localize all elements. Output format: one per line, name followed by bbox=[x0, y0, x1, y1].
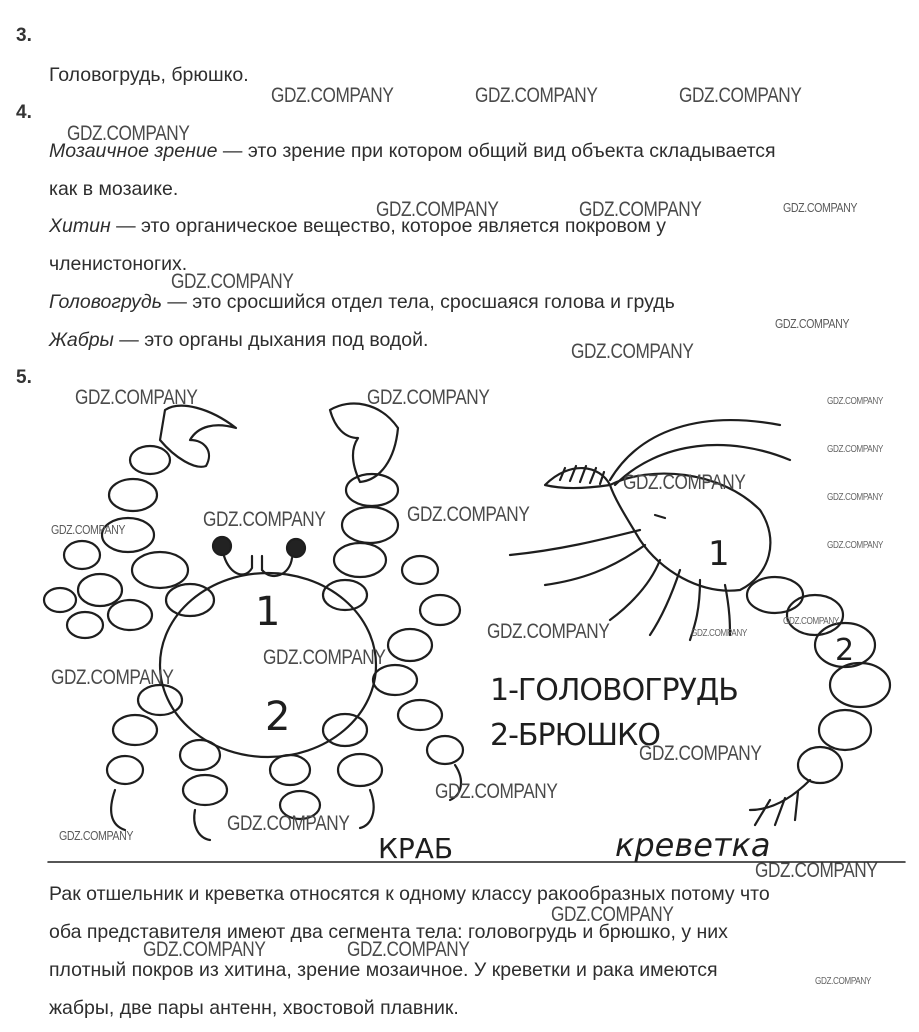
crab-eye-right bbox=[287, 539, 305, 557]
question-5-number: 5. bbox=[16, 367, 32, 388]
question-5-answer-line: Рак отшельник и креветка относятся к одному классу ракообразных потому что bbox=[49, 883, 770, 905]
watermark: GDZ.COMPANY bbox=[691, 628, 747, 639]
term-chitin: Хитин bbox=[49, 215, 111, 237]
watermark: GDZ.COMPANY bbox=[347, 938, 470, 961]
watermark: GDZ.COMPANY bbox=[755, 859, 878, 882]
crab-label-1: 1 bbox=[255, 589, 281, 635]
term-cephalothorax: Головогрудь bbox=[49, 291, 162, 313]
watermark: GDZ.COMPANY bbox=[171, 270, 294, 293]
watermark: GDZ.COMPANY bbox=[227, 812, 350, 835]
question-3-answer: Головогрудь, брюшко. bbox=[49, 64, 249, 86]
question-5-answer-line: плотный покров из хитина, зрение мозаичное. У креветки и рака имеются bbox=[49, 959, 718, 981]
watermark: GDZ.COMPANY bbox=[783, 616, 839, 627]
definition-text: — это органы дыхания под водой. bbox=[113, 329, 429, 351]
watermark: GDZ.COMPANY bbox=[67, 122, 190, 145]
watermark: GDZ.COMPANY bbox=[827, 396, 883, 407]
watermark: GDZ.COMPANY bbox=[59, 828, 134, 843]
definition-continuation: членистоногих. bbox=[49, 253, 188, 275]
definition-gills bbox=[49, 329, 428, 352]
watermark: GDZ.COMPANY bbox=[203, 508, 326, 531]
watermark: GDZ.COMPANY bbox=[827, 540, 883, 551]
question-3-number: 3. bbox=[16, 25, 32, 46]
shrimp-abdomen bbox=[747, 577, 890, 825]
crab-right-claw bbox=[323, 404, 398, 610]
crab-caption: КРАБ bbox=[378, 832, 454, 865]
question-5-answer-line: оба представителя имеют два сегмента тела: головогрудь и брюшко, у них bbox=[49, 921, 728, 943]
watermark: GDZ.COMPANY bbox=[571, 340, 694, 363]
watermark: GDZ.COMPANY bbox=[376, 198, 499, 221]
watermark: GDZ.COMPANY bbox=[551, 903, 674, 926]
watermark: GDZ.COMPANY bbox=[827, 492, 883, 503]
watermark: GDZ.COMPANY bbox=[407, 503, 530, 526]
watermark: GDZ.COMPANY bbox=[639, 742, 762, 765]
shrimp-label-2: 2 bbox=[835, 633, 855, 668]
term-mosaic-vision: Мозаичное зрение bbox=[49, 140, 218, 162]
watermark: GDZ.COMPANY bbox=[623, 471, 746, 494]
shrimp-label-1: 1 bbox=[708, 534, 730, 574]
definition-cephalothorax bbox=[49, 291, 675, 314]
watermark: GDZ.COMPANY bbox=[475, 84, 598, 107]
crab-drawing bbox=[44, 404, 463, 840]
legend-line-2: 2-БРЮШКО bbox=[490, 718, 660, 753]
watermark: GDZ.COMPANY bbox=[827, 444, 883, 455]
watermark: GDZ.COMPANY bbox=[679, 84, 802, 107]
term-gills: Жабры bbox=[49, 329, 114, 351]
watermark: GDZ.COMPANY bbox=[783, 200, 858, 215]
watermark: GDZ.COMPANY bbox=[815, 976, 871, 987]
watermark: GDZ.COMPANY bbox=[51, 522, 126, 537]
watermark: GDZ.COMPANY bbox=[51, 666, 174, 689]
watermark: GDZ.COMPANY bbox=[271, 84, 394, 107]
watermark: GDZ.COMPANY bbox=[75, 386, 198, 409]
definition-chitin bbox=[49, 215, 666, 238]
definition-text: — это сросшийся отдел тела, сросшаяся голова и грудь bbox=[161, 291, 675, 313]
definition-text: — это органическое вещество, которое является покровом у bbox=[110, 215, 667, 237]
question-5-answer-line: жабры, две пары антенн, хвостовой плавник. bbox=[49, 997, 459, 1019]
definition-continuation: как в мозаике. bbox=[49, 178, 179, 200]
watermark: GDZ.COMPANY bbox=[263, 646, 386, 669]
watermark: GDZ.COMPANY bbox=[367, 386, 490, 409]
crab-eye-left bbox=[213, 537, 231, 555]
watermark: GDZ.COMPANY bbox=[579, 198, 702, 221]
question-4-number: 4. bbox=[16, 102, 32, 123]
watermark: GDZ.COMPANY bbox=[435, 780, 558, 803]
crab-label-2: 2 bbox=[265, 694, 291, 740]
watermark: GDZ.COMPANY bbox=[143, 938, 266, 961]
shrimp-caption: креветка bbox=[615, 826, 771, 864]
legend-line-1: 1-ГОЛОВОГРУДЬ bbox=[490, 673, 738, 708]
definition-text: — это зрение при котором общий вид объекта складывается bbox=[217, 140, 776, 162]
watermark: GDZ.COMPANY bbox=[487, 620, 610, 643]
watermark: GDZ.COMPANY bbox=[775, 316, 850, 331]
